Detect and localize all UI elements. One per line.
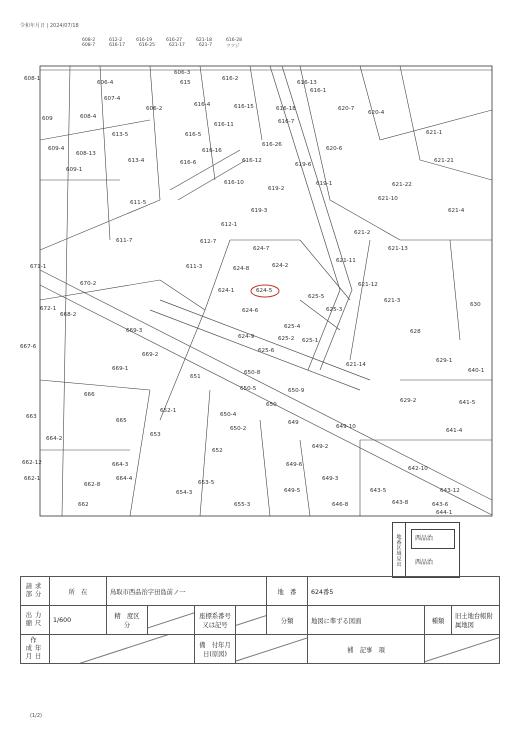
parcel-label: 652 xyxy=(212,448,223,454)
parcel-label: 641-5 xyxy=(459,400,476,406)
parcel-label: 640-1 xyxy=(468,368,485,374)
parcel-label: 612-7 xyxy=(200,239,217,245)
parcel-label: 606-4 xyxy=(97,80,114,86)
parcel-label: 649-2 xyxy=(312,444,329,450)
parcel-label: 655-3 xyxy=(234,502,251,508)
class-value: 地図に準ずる図面 xyxy=(308,606,425,635)
parcel-label: 621-10 xyxy=(378,196,398,202)
parcel-label: 624-6 xyxy=(242,308,259,314)
parcel-label: 616-2 xyxy=(222,76,239,82)
parcel-label: 619-6 xyxy=(295,162,312,168)
type-value: 旧土地台帳附属地図 xyxy=(452,606,500,635)
parcel-label: 664-4 xyxy=(116,476,133,482)
parcel-label: 625-3 xyxy=(326,307,343,313)
parcel-label: 666 xyxy=(84,392,95,398)
scale-value: 1/600 xyxy=(50,606,107,635)
parcel-label: 608-4 xyxy=(80,114,97,120)
legend-item: ツツジ xyxy=(226,44,240,49)
parcel-label: 616-13 xyxy=(297,80,317,86)
parcel-label: 621-11 xyxy=(336,258,356,264)
parcel-label: 646-8 xyxy=(332,502,349,508)
parcel-label: 619-1 xyxy=(316,181,333,187)
parcel-label: 621-2 xyxy=(354,230,371,236)
parcel-label: 616-11 xyxy=(214,122,234,128)
parcel-label: 672-1 xyxy=(40,306,57,312)
parcel-label: 643-8 xyxy=(392,500,409,506)
parcel-label: 643-12 xyxy=(440,488,460,494)
parcel-label: 649-3 xyxy=(322,476,339,482)
parcel-label: 629-1 xyxy=(436,358,453,364)
parcel-label: 625-1 xyxy=(302,338,319,344)
parcel-label: 662 xyxy=(78,502,89,508)
parcel-label: 665 xyxy=(116,418,127,424)
notes-value-empty xyxy=(425,635,500,664)
parcel-label: 620-4 xyxy=(368,110,385,116)
legend-item: 612-2 xyxy=(109,38,123,43)
parcel-label: 650-9 xyxy=(288,388,305,394)
district-index-title: 地番区域見出 xyxy=(393,523,406,577)
created-label: 作 成年月日 xyxy=(21,635,50,664)
legend-item: 616-25 xyxy=(139,43,155,48)
parcel-label: 650-4 xyxy=(220,412,237,418)
legend-item: 616-28 xyxy=(226,38,242,43)
parcel-label: 616-5 xyxy=(185,132,202,138)
legend-item: 616-19 xyxy=(136,38,153,43)
parcel-label: 662-8 xyxy=(84,482,101,488)
parcel-label: 620-6 xyxy=(326,146,343,152)
parcel-label: 609 xyxy=(42,116,53,122)
parcel-label: 662-1 xyxy=(24,476,41,482)
parcel-label: 649-6 xyxy=(286,462,303,468)
parcel-label-target: 624-5 xyxy=(256,288,273,294)
parcel-label: 619-2 xyxy=(268,186,285,192)
print-date: 令和年月日 | 2024/07/18 xyxy=(20,23,79,29)
parcel-label: 621-14 xyxy=(346,362,366,368)
parcel-label: 670-2 xyxy=(80,281,97,287)
parcel-label: 653-5 xyxy=(198,480,215,486)
parcel-label: 652-1 xyxy=(160,408,177,414)
page-indicator: (1/2) xyxy=(30,713,42,719)
parcel-label: 616-18 xyxy=(276,106,296,112)
location-value: 鳥取市西品治字田島前ノ一 xyxy=(107,577,267,606)
parcel-label: 609-4 xyxy=(48,146,65,152)
legend-item: 608-2 xyxy=(82,38,96,43)
parcel-label: 611-3 xyxy=(186,264,203,270)
legend-item: 616-27 xyxy=(166,38,183,43)
parcel-label: 615 xyxy=(180,80,191,86)
parcel-label: 650-8 xyxy=(244,370,261,376)
notes-label: 補 記事 項 xyxy=(308,635,425,664)
parcel-label: 616-1 xyxy=(310,88,327,94)
parcel-label: 619-3 xyxy=(251,208,268,214)
parcel-label: 669-3 xyxy=(126,328,143,334)
parcel-label: 663 xyxy=(26,414,37,420)
parcel-label: 625-2 xyxy=(278,336,295,342)
parcel-label: 643-6 xyxy=(432,502,449,508)
legend-item: 621-7 xyxy=(198,43,213,48)
class-label: 分類 xyxy=(267,606,308,635)
scale-label: 出力縮尺 xyxy=(21,606,50,635)
parcel-label: 616-12 xyxy=(242,158,262,164)
legend-item: 621-18 xyxy=(196,38,213,43)
parcel-label: 621-1 xyxy=(426,130,443,136)
parcel-label: 644-1 xyxy=(436,510,453,516)
parcel-label: 609-1 xyxy=(66,167,83,173)
parcel-label: 616-7 xyxy=(278,119,295,125)
parcel-label: 616-6 xyxy=(180,160,197,166)
parcel-label: 650-5 xyxy=(240,386,257,392)
parcel-label: 621-13 xyxy=(388,246,408,252)
parcel-label: 612-1 xyxy=(221,222,238,228)
parcel-label: 624-9 xyxy=(238,334,255,340)
parcel-label: 607-4 xyxy=(104,96,121,102)
parcel-label: 628 xyxy=(410,329,421,335)
parcel-label: 629-2 xyxy=(400,398,417,404)
parcel-label: 616-26 xyxy=(262,142,282,148)
lot-value: 624番5 xyxy=(308,577,500,606)
parcel-label: 616-16 xyxy=(202,148,222,154)
parcel-label: 606-3 xyxy=(174,70,191,76)
parcel-label: 616-10 xyxy=(224,180,244,186)
parcel-label: 668-2 xyxy=(60,312,77,318)
type-label: 種類 xyxy=(425,606,452,635)
coord-label: 座標系番号又は記号 xyxy=(195,606,236,635)
parcel-label: 649-10 xyxy=(336,424,356,430)
legend-item: 621-17 xyxy=(168,43,185,48)
parcel-label: 662-12 xyxy=(22,460,42,466)
parcel-label: 606-2 xyxy=(146,106,163,112)
parcel-label: 620-7 xyxy=(338,106,355,112)
legend-item: 608-7 xyxy=(82,43,96,48)
location-label: 所 在 xyxy=(50,577,107,606)
parcel-label: 624-8 xyxy=(233,266,250,272)
lot-label: 地 番 xyxy=(267,577,308,606)
parcel-label: 642-10 xyxy=(408,466,428,472)
parcel-label: 669-2 xyxy=(142,352,159,358)
district-area-a: 西品治 xyxy=(415,535,434,542)
parcel-label: 625-5 xyxy=(308,294,325,300)
parcel-label: 667-6 xyxy=(20,344,37,350)
parcel-label: 611-7 xyxy=(116,238,133,244)
district-area-b: 西品治 xyxy=(415,559,434,566)
parcel-label: 653 xyxy=(150,432,161,438)
parcel-label: 650 xyxy=(266,402,277,408)
parcel-label: 613-5 xyxy=(112,132,129,138)
parcel-label: 621-22 xyxy=(392,182,412,188)
parcel-label: 624-2 xyxy=(272,263,289,269)
parcel-label: 654-3 xyxy=(176,490,193,496)
parcel-label: 630 xyxy=(470,302,481,308)
parcel-label: 669-1 xyxy=(112,366,129,372)
legend-item: 616-17 xyxy=(109,43,126,48)
parcel-label: 616-4 xyxy=(194,102,211,108)
parcel-label: 621-3 xyxy=(384,298,401,304)
coord-value-empty xyxy=(236,606,267,635)
parcel-label: 624-7 xyxy=(253,246,270,252)
parcel-label: 608-1 xyxy=(24,76,41,82)
map-info-table xyxy=(20,576,500,664)
parcel-label: 671-1 xyxy=(30,264,47,270)
parcel-label: 643-5 xyxy=(370,488,387,494)
parcel-label: 616-15 xyxy=(234,104,254,110)
precision-label: 精 度区 分 xyxy=(107,606,148,635)
parcel-label: 649-5 xyxy=(284,488,301,494)
parcel-label: 611-5 xyxy=(130,200,147,206)
parcel-label: 621-21 xyxy=(434,158,454,164)
parcel-label: 608-13 xyxy=(76,151,96,157)
request-label: 請求部分 xyxy=(21,577,50,606)
parcel-label: 664-2 xyxy=(46,436,63,442)
parcel-label: 641-4 xyxy=(446,428,463,434)
parcel-label: 621-12 xyxy=(358,282,378,288)
parcel-label: 613-4 xyxy=(128,158,145,164)
supplement-label: 備 付年月日(原図) xyxy=(195,635,236,664)
precision-value-empty xyxy=(148,606,195,635)
parcel-label: 621-4 xyxy=(448,208,465,214)
parcel-label: 649 xyxy=(288,420,299,426)
parcel-label: 651 xyxy=(190,374,201,380)
parcel-label: 664-3 xyxy=(112,462,129,468)
supplement-value-empty xyxy=(236,635,308,664)
district-index-box xyxy=(392,522,460,578)
parcel-label: 625-4 xyxy=(284,324,301,330)
parcel-label: 624-1 xyxy=(218,288,235,294)
parcel-label: 650-2 xyxy=(230,426,247,432)
created-value-empty xyxy=(50,635,195,664)
parcel-label: 625-6 xyxy=(258,348,275,354)
